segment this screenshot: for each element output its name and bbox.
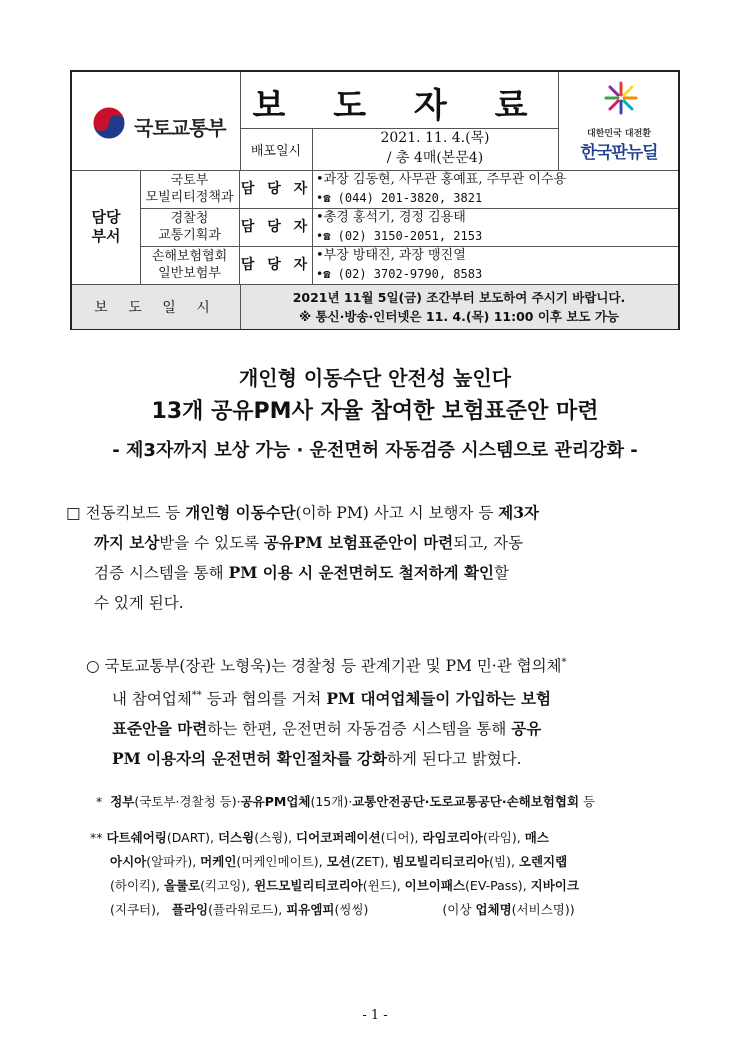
text-run: 할 [494,564,509,582]
service-name: (씽씽) [334,902,369,917]
company-name: 디어코퍼레이션 [296,830,381,845]
company-name: 올룰로 [163,878,201,893]
org-line2: 모빌리티정책과 [145,190,234,205]
distribution-label: 배포일시 [250,144,302,159]
company-name: 빔모빌리티코리아 [392,854,490,869]
text-run-bold: 공유PM 보험표준안이 마련 [263,533,454,552]
text-run: (15개)· [310,794,353,809]
release-line2: ※ 통신·방송·인터넷은 11. 4.(목) 11:00 이후 보도 가능 [298,309,620,324]
page-number: - 1 - [362,1008,388,1023]
text-run: 수 있게 된다. [94,594,184,612]
contact-phone: •☎ (044) 201-3820, 3821 [316,191,483,205]
company-name: 플라잉 [171,902,209,917]
text-run: 등과 협의를 거쳐 [201,690,327,709]
text-run: 전동킥보드 등 [85,504,186,522]
contact-names: •부장 방태진, 과장 맹진열 [316,248,466,263]
text-run: 내 참여업체 [112,690,192,709]
company-line [90,874,579,898]
service-name: (윈드), [362,878,405,893]
text-run: 국토교통부(장관 노형욱)는 경찰청 등 관계기관 및 PM 민·관 협의체 [104,657,562,676]
department-row [140,170,678,209]
text-run-bold: PM 이용자의 운전면허 확인절차를 강화 [112,749,387,769]
department-row [140,208,678,247]
paragraph-line [86,648,686,681]
text-run: (국토부·경찰청 등)· [134,794,241,809]
text-run: 등 [579,794,596,809]
org-line1: 손해보험협회 [151,249,228,264]
departments-label-line1: 담당 [91,208,121,226]
company-line [90,898,579,922]
departments-block [72,170,678,284]
ministry-logo-cell [72,72,241,170]
contact-names: •과장 김동현, 사무관 홍예표, 주무관 이수용 [316,172,567,187]
org-line1: 경찰청 [170,211,209,226]
text-run-bold: 교통안전공단·도로교통공단·손해보험협회 [352,794,580,809]
departments-label-cell [72,170,141,284]
department-org [140,246,240,284]
footnote-marker: * [561,657,567,668]
contact-phone: •☎ (02) 3702-9790, 8583 [316,267,483,281]
department-org [140,208,240,246]
paragraph-line [66,498,686,528]
company-name: 아시아 [110,854,147,869]
service-name: (라임), [482,830,525,845]
footnote-council-members [96,790,595,814]
text-run-bold: 개인형 이동수단 [185,503,296,522]
summary-paragraph [66,498,686,618]
service-name: (머케인메이트), [236,854,327,869]
service-name: (지쿠터), [110,902,164,917]
text-run: (서비스명)) [511,902,575,917]
footnote-participating-companies [90,826,579,922]
text-run: (이하 PM) 사고 시 보행자 등 [295,504,499,522]
company-name: 지바이크 [530,878,579,893]
text-run: 하게 된다고 밝혔다. [387,750,522,769]
footnote-marker: ** [90,830,103,845]
service-name: (스윙), [254,830,297,845]
company-name: 더스윙 [217,830,255,845]
distribution-label-cell [240,128,313,170]
contact-role: 담 당 자 [240,170,313,208]
company-name: 다트쉐어링 [106,830,167,845]
paragraph-line [86,681,686,714]
paragraph-line [66,558,686,588]
new-deal-subtitle: 대한민국 대전환 [587,129,651,139]
detail-paragraph [86,648,686,774]
contact-details [316,247,482,283]
org-line2: 교통기획과 [158,228,221,243]
text-run-bold: 제3자 [498,503,539,522]
headline-main: 개인형 이동수단 안전성 높인다 [238,366,512,390]
company-name: 매스 [524,830,549,845]
text-run: (이상 [442,902,476,917]
press-release-title-cell [240,72,558,129]
taegeuk-emblem-icon [92,106,126,140]
release-instructions [244,288,674,326]
departments-label [72,208,140,246]
company-name: 윈드모빌리티코리아 [254,878,363,893]
paragraph-line [66,588,686,618]
paragraph-line [66,528,686,558]
text-run-bold: 공유 [511,719,542,739]
text-run-bold: PM 이용 시 운전면허도 철저하게 확인 [228,563,494,582]
service-name: (DART), [166,830,218,845]
service-name: (EV-Pass), [465,878,531,893]
service-name: (킥고잉), [200,878,255,893]
contact-details [316,171,566,207]
company-name: 피유엠피 [286,902,335,917]
new-deal-star-icon [603,80,639,116]
contact-names: •총경 홍석기, 경정 김용태 [316,210,466,225]
text-run-bold: PM 대여업체들이 가입하는 보험 [326,689,552,709]
departments-label-line2: 부서 [91,227,121,245]
text-run: 받을 수 있도록 [159,534,264,552]
ministry-name: 국토교통부 [134,116,226,140]
headline-sub: 13개 공유PM사 자율 참여한 보험표준안 마련 [151,399,599,424]
press-release-title: 보 도 자 료 [252,86,546,126]
headline-dash: - 제3자까지 보상 가능 · 운전면허 자동검증 시스템으로 관리강화 - [112,440,638,461]
release-time-row [72,284,678,329]
contact-role: 담 당 자 [240,208,313,246]
release-line1: 2021년 11월 5일(금) 조간부터 보도하여 주시기 바랍니다. [292,290,626,305]
paragraph-line [86,714,686,744]
korean-new-deal-logo-cell [558,72,679,170]
org-line2: 일반보험부 [158,266,221,281]
footnote-marker: * [96,794,103,809]
org-line1: 국토부 [170,173,209,188]
text-run-bold: 표준안을 마련 [112,719,208,739]
text-run: 되고, 자동 [453,534,524,552]
company-name: 오렌지랩 [518,854,568,869]
text-run-bold: 까지 보상 [94,533,160,552]
text-run: 하는 한편, 운전면허 자동검증 시스템을 통해 [207,720,512,739]
service-name: (ZET), [350,854,393,869]
distribution-date: 2021. 11. 4.(목) [380,130,490,146]
service-name: (알파카), [146,854,201,869]
service-name: (플라워로드), [208,902,287,917]
company-name: 머케인 [200,854,237,869]
text-run-bold: 업체명 [475,902,512,917]
contact-phone: •☎ (02) 3150-2051, 2153 [316,229,483,243]
contact-details [316,209,482,245]
company-line [90,826,579,850]
text-run-bold: 공유PM업체 [240,794,311,809]
text-run-bold: 정부 [110,794,135,809]
distribution-pages: / 총 4매(본문4) [386,150,484,166]
release-label: 보 도 일 시 [94,300,218,316]
service-name: (디어), [380,830,423,845]
department-row [140,246,678,284]
contact-role: 담 당 자 [240,246,313,284]
service-name: (빔), [489,854,519,869]
department-org [140,170,240,208]
text-run: 검증 시스템을 통해 [94,564,229,582]
company-name: 라임코리아 [422,830,483,845]
header-top-row [72,72,678,171]
company-name: 이브이패스 [404,878,466,893]
new-deal-name: 한국판뉴딜 [580,143,658,163]
press-header-table [70,70,680,330]
circle-bullet-icon: ○ [86,657,100,676]
footnote-marker: ** [191,690,202,702]
company-line [90,850,579,874]
paragraph-line [86,744,686,774]
release-label-cell [72,285,241,329]
service-name: (하이킥), [110,878,164,893]
company-name: 모션 [326,854,351,869]
distribution-date-cell [312,128,558,170]
square-bullet-icon: □ [66,504,81,522]
